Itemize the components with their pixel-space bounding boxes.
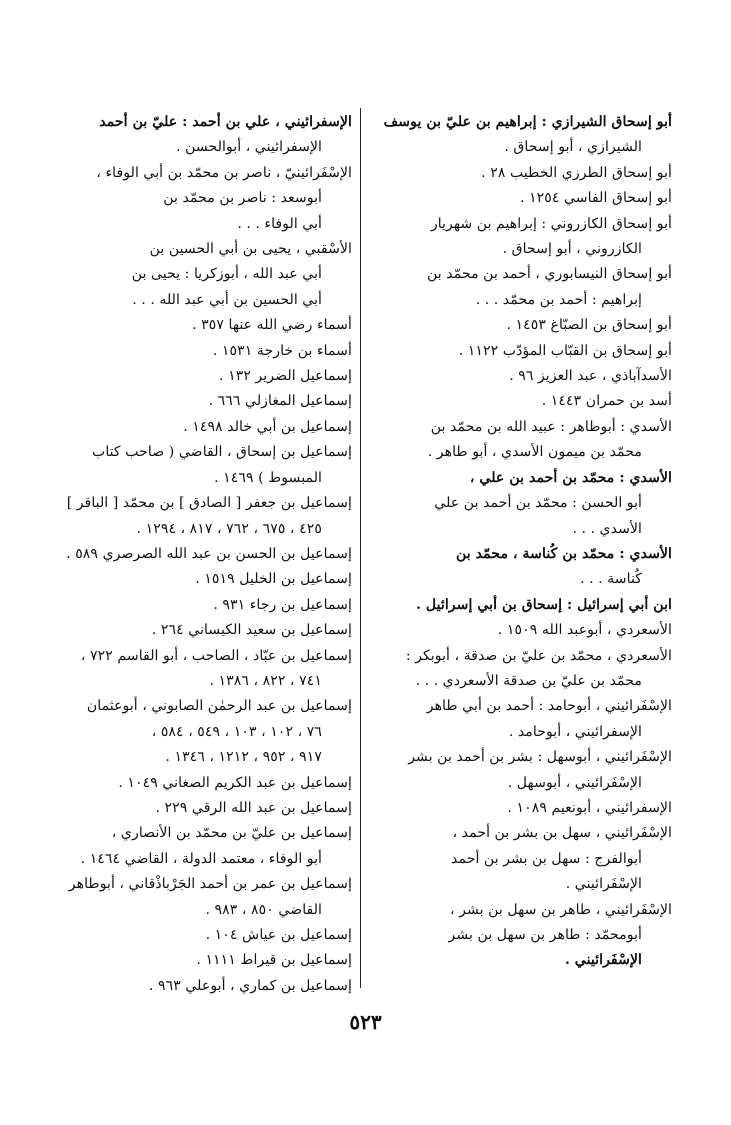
index-entry: إسماعيل بن عبد الكريم الصغاني ١٠٤٩ . [118,774,352,791]
index-entry: أبو إسحاق الشيرازي : إبراهيم بن عليّ بن يوسف [383,114,672,130]
index-entry: إسماعيل بن رجاء ٩٣١ . [213,596,352,613]
index-entry-continuation: الإسْفَرائيني ، أبوسهل . [507,774,642,791]
page-number: ٥٢٣ [349,1010,382,1034]
index-entry-continuation: ٧٤١ ، ٨٢٢ ، ١٣٨٦ . [209,672,322,689]
index-entry: الأسدآباذي ، عبد العزيز ٩٦ . [509,368,672,385]
index-entry: إسماعيل الضرير ١٣٢ . [219,368,352,385]
index-entry: إسماعيل المغازلي ٦٦٦ . [208,393,352,410]
index-entry-continuation: أبو الحسن : محمّد بن أحمد بن علي [434,495,642,512]
index-entry: الإسفرائيني ، أبونعيم ١٠٨٩ . [507,799,672,816]
index-entry-continuation: كُناسة . . . [580,571,642,588]
index-entry: إسماعيل بن عبد الرحمٰن الصابوني ، أبوعثمان [86,698,352,715]
index-entry: إسماعيل بن عبّاد ، الصاحب ، أبو القاسم ٧٢٢ ، [80,647,352,664]
index-entry: الأسدي : محمّد بن كُناسة ، محمّد بن [455,545,672,562]
index-column-right [372,110,672,974]
index-entry: إسماعيل بن جعفر [ الصادق ] بن محمّد [ الباقر ] [66,495,352,512]
index-entry-continuation: أبوالفرج : سهل بن بشر بن أحمد [451,850,642,867]
index-entry: الإسْفَرائيني ، طاهر بن سهل بن بشر ، [450,901,672,918]
index-entry: إسماعيل بن الخليل ١٥١٩ . [195,571,352,588]
index-entry: الإسفرائيني ، علي بن أحمد : عليّ بن أحمد [99,114,352,130]
index-entry: إسماعيل بن قيراط ١١١١ . [196,952,352,969]
index-entry: إسماعيل بن سعيد الكيساني ٢٦٤ . [151,622,352,639]
index-entry-continuation: أبي عبد الله ، أبوزكريا : يحيى بن [131,266,322,283]
index-entry-continuation: أبومحمّد : طاهر بن سهل بن بشر [448,927,642,943]
index-entry-continuation: محمّد بن عليّ بن صدقة الأسعردي . . . [415,672,642,689]
index-entry-continuation: الإسْفَرائيني . [564,952,642,969]
index-entry: إسماعيل بن إسحاق ، القاضي ( صاحب كتاب [91,444,352,461]
index-entry: إسماعيل بن أبي خالد ١٤٩٨ . [183,418,352,435]
index-entry: إسماعيل بن عياش ١٠٤ . [205,927,352,943]
index-entry-continuation: أبي الحسين بن أبي عبد الله . . . [132,291,322,308]
index-entry: الإسْفَرائيني ، أبوحامد : أحمد بن أبي طاهر [426,698,672,715]
index-entry-continuation: الأسدي . . . [572,520,642,537]
index-entry: أبو إسحاق بن الصبّاغ ١٤٥٣ . [506,317,672,334]
index-entry-continuation: ٩١٧ ، ٩٥٢ ، ١٢١٢ ، ١٣٤٦ . [165,749,322,766]
index-entry: الأسْقبي ، يحيى بن أبي الحسين بن [149,241,352,258]
index-entry-continuation: أبوسعد : ناصر بن محمّد بن [163,190,322,207]
index-entry: أبو إسحاق الكازروني : إبراهيم بن شهريار [430,215,672,232]
index-entry: أسماء بن خارجة ١٥٣١ . [212,342,352,359]
index-column-left [66,110,352,999]
index-entry-continuation: أبو الوفاء ، معتمد الدولة ، القاضي ١٤٦٤ . [80,850,322,867]
index-entry: ابن أبي إسرائيل : إسحاق بن أبي إسرائيل . [415,596,672,613]
index-entry-continuation: المبسوط ) ١٤٦٩ . [214,469,322,486]
index-entry: أسد بن حمران ١٤٤٣ . [541,393,672,410]
index-entry: إسماعيل بن كماري ، أبوعلي ٩٦٣ . [148,977,352,994]
index-entry: الأسعردي ، محمّد بن عليّ بن صدقة ، أبوبكر : [405,647,672,664]
index-entry: الأسدي : أبوطاهر : عبيد الله بن محمّد بن [430,418,672,435]
index-entry: الإسْفَرائيني ، سهل بن بشر بن أحمد ، [452,825,672,842]
index-entry-continuation: القاضي ٨٥٠ ، ٩٨٣ . [205,901,322,918]
index-entry: الإسْفَرائينيّ ، ناصر بن محمّد بن أبي الوفاء ، [96,164,352,181]
index-entry-continuation: الإسفرائيني ، أبوحامد . [508,723,642,740]
index-entry: إسماعيل بن عبد الله الرقي ٢٢٩ . [155,799,352,816]
index-entry: أبو إسحاق الطرزي الخطيب ٢٨ . [481,164,672,181]
index-entry-continuation: الشيرازي ، أبو إسحاق . [504,139,642,156]
index-entry: أسماء رضي الله عنها ٣٥٧ . [192,317,352,334]
index-entry: الأسدي : محمّد بن أحمد بن علي ، [469,469,672,486]
index-entry-continuation: أبي الوفاء . . . [237,215,322,232]
column-divider [360,108,361,988]
index-entry: أبو إسحاق الفاسي ١٢٥٤ . [519,190,672,207]
index-entry: إسماعيل بن الحسن بن عبد الله الصرصري ٥٨٩ . [66,545,352,562]
index-entry-continuation: الإسْفَرائيني . [565,876,642,893]
index-entry-continuation: محمّد بن ميمون الأسدي ، أبو طاهر . [427,444,642,461]
index-entry: الأسعردي ، أبوعبد الله ١٥٠٩ . [497,622,672,639]
index-entry: أبو إسحاق بن القبّاب المؤدّب ١١٢٢ . [458,342,672,359]
index-entry: إسماعيل بن عليّ بن محمّد بن الأنصاري ، [111,825,352,842]
index-entry: أبو إسحاق النيسابوري ، أحمد بن محمّد بن [427,266,672,283]
index-entry-continuation: الكازروني ، أبو إسحاق . [502,241,642,258]
index-entry-continuation: إبراهيم : أحمد بن محمّد . . . [475,291,642,308]
index-entry: إسماعيل بن عمر بن أحمد الجَرْباذْقاني ، أبوطاهر [68,876,352,893]
index-entry-continuation: ٧٦ ، ١٠٢ ، ١٠٣ ، ٥٤٩ ، ٥٨٤ ، [151,723,322,740]
index-entry-continuation: الإسفرائيني ، أبوالحسن . [176,139,322,156]
index-entry: الإسْفَرائيني ، أبوسهل : بشر بن أحمد بن بشر [408,749,672,766]
index-entry-continuation: ٤٢٥ ، ٦٧٥ ، ٧٦٢ ، ٨١٧ ، ١٢٩٤ . [136,520,322,537]
